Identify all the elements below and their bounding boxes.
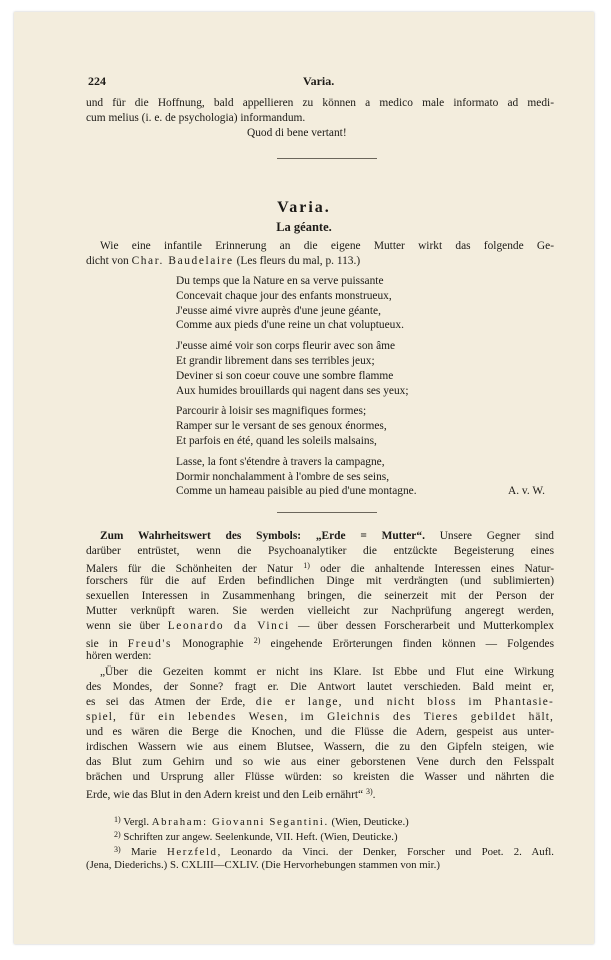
intro-suffix: (Les fleurs du mal, p. 113.) xyxy=(233,255,361,267)
poem xyxy=(176,274,556,505)
quote-line: brächen und Ursprung aller Flüsse würden: so kreisten die Wasser und nährten die xyxy=(86,771,554,783)
footnote-mark: 1) xyxy=(114,815,121,824)
footnote-1 xyxy=(114,813,554,829)
article-line: darüber entrüstet, wenn die Psychoanalytiker die entzückte Begeisterung eines xyxy=(86,545,554,557)
intro-line-1: Wie eine infantile Erinnerung an die eigene Mutter wirkt das folgende Ge- xyxy=(100,240,554,252)
opening-line-2: cum melius (i. e. de psychologia) informandum. xyxy=(86,112,306,124)
poem-line: Comme un hameau paisible au pied d'une montagne. xyxy=(176,485,417,498)
footnote-2 xyxy=(114,828,554,844)
footnote-name: Herzfeld xyxy=(166,846,218,858)
article-heading: Zum Wahrheitswert des Symbols: „Erde = Mutter“. xyxy=(100,530,425,542)
divider-rule xyxy=(277,158,377,159)
poem-line: Du temps que la Nature en sa verve puissante xyxy=(176,275,384,287)
footnote-ref-1[interactable]: 1) xyxy=(303,561,310,570)
article-text: Unsere Gegner sind xyxy=(424,530,554,542)
poem-line: Concevait chaque jour des enfants monstrueux, xyxy=(176,289,392,302)
book-page xyxy=(14,12,594,944)
footnote-name: Abraham: Giovanni Segantini. xyxy=(151,816,329,828)
poem-stanza xyxy=(176,274,556,333)
poem-line: Comme aux pieds d'une reine un chat voluptueux. xyxy=(176,319,404,332)
footnote-3 xyxy=(114,843,554,859)
footnote-text: , Leonardo da Vinci. der Denker, Forscher und Poet. 2. Aufl. xyxy=(217,846,554,858)
article-text: eingehende Erörterungen finden können — Folgendes xyxy=(260,638,555,650)
footnote-text: Marie xyxy=(130,846,167,858)
article-text: wenn sie über xyxy=(86,620,168,632)
quote-line xyxy=(86,695,554,710)
running-title: Varia. xyxy=(303,74,335,88)
footnote-mark: 3) xyxy=(114,845,121,854)
poem-author: Char. Baudelaire xyxy=(131,255,234,267)
poem-signature: A. v. W. xyxy=(508,485,545,497)
poem-line: J'eusse aimé voir son corps fleurir avec son âme xyxy=(176,340,396,353)
poem-line: Et grandir librement dans ses terribles jeux; xyxy=(176,354,375,367)
footnote-3-cont: (Jena, Diederichs.) S. CXLIII—CXLIV. (Die Hervorhebungen stammen von mir.) xyxy=(86,859,440,871)
poem-line: Lasse, la font s'étendre à travers la campagne, xyxy=(176,455,385,468)
article-line: Mutter verknüpft waren. Sie werden vielleicht zur Nachprüfung angeregt werden, xyxy=(86,605,554,617)
poem-title: La géante. xyxy=(276,220,332,234)
footnote-ref-3[interactable]: 3) xyxy=(365,787,373,796)
opening-line-1: und für die Hoffnung, bald appellieren zu können a medico male informato ad medi- xyxy=(86,97,554,109)
freud-name: Freud's xyxy=(127,638,173,650)
article-text: es sei das Atmen der Erde, xyxy=(86,696,256,708)
poem-stanza xyxy=(176,404,556,448)
quote-line: irdischen Wassern wie aus einem Blutsee, Wassern, die zu den Gipfeln steigen, wie xyxy=(86,741,554,753)
poem-line: Deviner si son coeur couve une sombre flamme xyxy=(176,369,394,382)
article-line xyxy=(86,619,554,634)
footnote-text: Schriften zur angew. Seelenkunde, VII. Heft. (Wien, Deuticke.) xyxy=(123,831,398,843)
intro-line-2 xyxy=(86,254,554,269)
article-text: Monographie xyxy=(172,638,244,650)
article-line: forschers für die auf Erden befindlichen Dinge mit verdrängten (und sublimierten) xyxy=(86,575,554,587)
poem-line: Parcourir à loisir ses magnifiques formes; xyxy=(176,405,367,418)
quote-line: „Über die Gezeiten kommt er nicht ins Klare. Ist Ebbe und Flut eine Wirkung xyxy=(100,666,554,678)
article-text: oder die anhaltende Interessen eines Natur- xyxy=(320,563,554,575)
emphasis-text: die er lange, und nicht bloss im Phantasie- xyxy=(255,696,554,708)
poem-line: J'eusse aimé vivre auprès d'une jeune géante, xyxy=(176,304,381,317)
poem-line: Dormir nonchalamment à l'ombre de ses seins, xyxy=(176,470,390,483)
article-text: sie in xyxy=(86,638,128,650)
poem-line: Et parfois en été, quand les soleils malsains, xyxy=(176,434,377,447)
intro-prefix: dicht von xyxy=(86,255,132,267)
opening-closing: Quod di bene vertant! xyxy=(247,127,347,139)
poem-line: Aux humides brouillards qui nagent dans ses yeux; xyxy=(176,384,409,397)
footnote-text: (Wien, Deuticke.) xyxy=(328,816,409,828)
poem-stanza xyxy=(176,339,556,398)
quote-line: spiel, für ein lebendes Wesen, im Gleichnis des Tieres gebildet hält, xyxy=(86,711,554,723)
leonardo-name: Leonardo da Vinci xyxy=(167,620,290,632)
quote-line: des Mondes, der Sonne? fragt er. Die Antwort lautet verschieden. Bald meint er, xyxy=(86,681,554,693)
article-text: Erde, wie das Blut in den Adern kreist und den Leib ernährt“ xyxy=(86,789,364,801)
quote-line xyxy=(86,785,554,803)
article-text: . xyxy=(372,789,376,801)
footnote-text: Vergl. xyxy=(123,816,152,828)
footnote-mark: 2) xyxy=(114,830,121,839)
section-title: Varia. xyxy=(277,199,331,216)
divider-rule xyxy=(277,512,377,513)
poem-line: Ramper sur le versant de ses genoux énormes, xyxy=(176,420,387,433)
article-line: sexuellen Interessen in Zusammenhang bringen, die seinerzeit mit der Person der xyxy=(86,590,554,602)
quote-line: das Blut zum Gehirn und so wie aus einer geborstenen Vene durch den Felsspalt xyxy=(86,756,554,768)
poem-stanza xyxy=(176,455,556,499)
article-line: hören werden: xyxy=(86,650,152,662)
footnote-ref-2[interactable]: 2) xyxy=(253,636,261,645)
article-text: Malers für die Schönheiten der Natur xyxy=(86,563,293,575)
quote-line: und es wären die Berge die Knochen, und die Flüsse die Adern, gespeist aus unter- xyxy=(86,726,554,738)
article-first-line xyxy=(100,529,554,544)
page-number: 224 xyxy=(88,74,106,88)
article-text: — über dessen Forscherarbeit und Mutterkomplex xyxy=(289,620,554,632)
